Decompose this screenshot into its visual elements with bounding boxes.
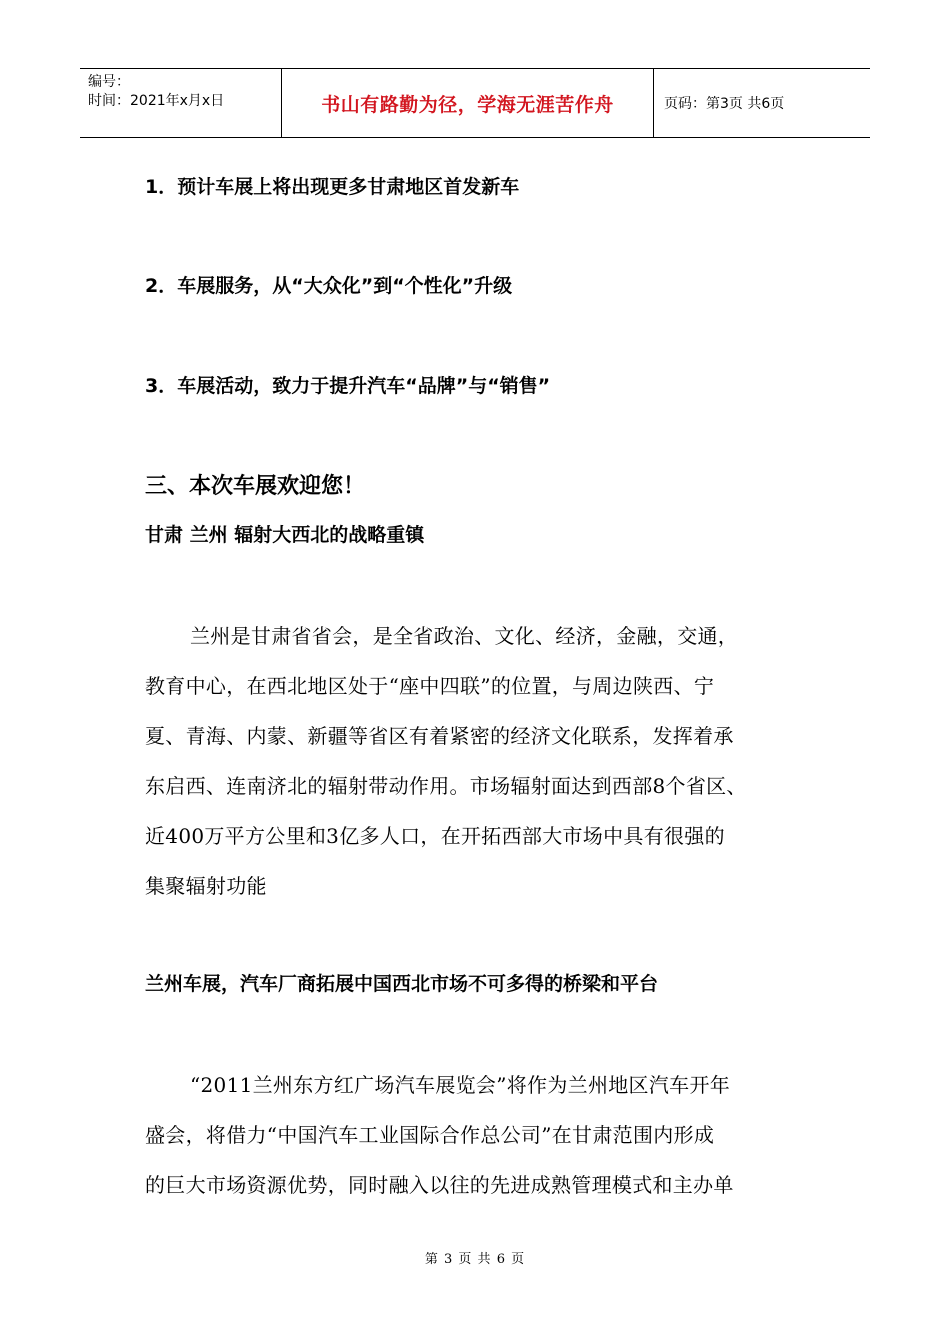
page-footer: 第 3 页 共 6 页 [424,1252,526,1267]
paragraph-line: 兰州是甘肃省省会，是全省政治、文化、经济，金融，交通， [190,624,739,648]
paragraph-line: 东启西、连南济北的辐射带动作用。市场辐射面达到西部8个省区、 [145,774,747,798]
subheading: 甘肃 兰州 辐射大西北的战略重镇 [145,524,425,546]
subheading: 兰州车展，汽车厂商拓展中国西北市场不可多得的桥梁和平台 [145,973,659,995]
paragraph-line: “2011兰州东方红广场汽车展览会”将作为兰州地区汽车开年 [190,1073,731,1097]
time-label: 时间：2021年x月x日 [88,93,225,109]
list-item: 3．车展活动，致力于提升汽车“品牌”与“销售” [145,375,551,397]
paragraph-line: 盛会，将借力“中国汽车工业国际合作总公司”在甘肃范围内形成 [145,1123,715,1147]
header-table [80,68,870,138]
section-title: 三、本次车展欢迎您！ [145,474,366,499]
number-label: 编号： [88,74,130,90]
paragraph-line: 的巨大市场资源优势，同时融入以往的先进成熟管理模式和主办单 [145,1173,734,1197]
paragraph-line: 夏、青海、内蒙、新疆等省区有着紧密的经济文化联系，发挥着承 [145,724,734,748]
header-page-info: 页码：第3页 共6页 [664,96,785,112]
header-motto: 书山有路勤为径，学海无涯苦作舟 [282,69,654,137]
paragraph-line: 教育中心，在西北地区处于“座中四联”的位置，与周边陕西、宁 [145,674,715,698]
paragraph-line: 集聚辐射功能 [145,874,267,898]
paragraph-line: 近400万平方公里和3亿多人口，在开拓西部大市场中具有很强的 [145,824,725,848]
header-left-cell [80,69,282,137]
list-item: 2．车展服务，从“大众化”到“个性化”升级 [145,275,513,297]
list-item: 1．预计车展上将出现更多甘肃地区首发新车 [145,176,520,198]
